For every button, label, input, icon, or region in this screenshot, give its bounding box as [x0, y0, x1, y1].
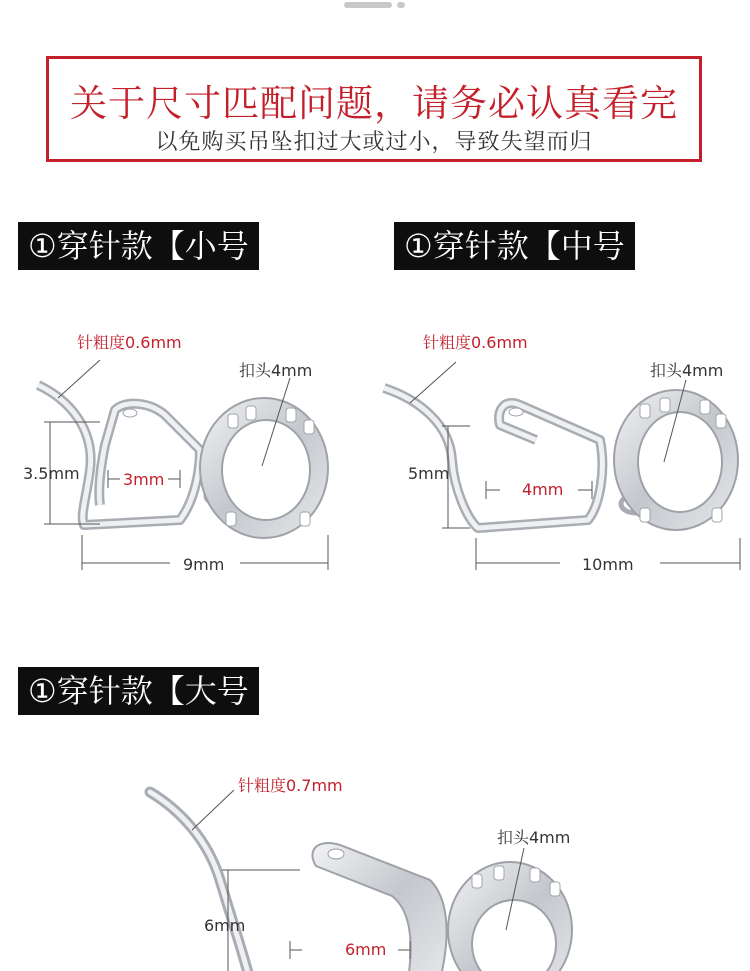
medium-clasp-head: 扣头4mm [650, 361, 724, 380]
large-clasp-head: 扣头4mm [497, 828, 571, 847]
large-inner-width: 6mm [345, 940, 387, 959]
small-inner-width: 3mm [123, 470, 165, 489]
medium-clasp-illustration [384, 388, 738, 530]
small-height: 3.5mm [23, 464, 80, 483]
small-pin-thickness: 针粗度0.6mm [77, 333, 182, 352]
large-height: 6mm [204, 916, 246, 935]
small-clasp-head: 扣头4mm [239, 361, 313, 380]
medium-pin-thickness: 针粗度0.6mm [423, 333, 528, 352]
small-total-length: 9mm [183, 555, 225, 574]
notice-title: 关于尺寸匹配问题，请务必认真看完 [70, 82, 678, 125]
section-label-large: ①穿针款【大号 [18, 667, 259, 715]
medium-total-length: 10mm [582, 555, 634, 574]
section-label-small: ①穿针款【小号 [18, 222, 259, 270]
small-clasp-illustration [38, 385, 328, 538]
notice-subtitle: 以免购买吊坠扣过大或过小，导致失望而归 [155, 130, 593, 155]
medium-inner-width: 4mm [522, 480, 564, 499]
section-label-medium: ①穿针款【中号 [394, 222, 635, 270]
medium-height: 5mm [408, 464, 450, 483]
large-pin-thickness: 针粗度0.7mm [238, 776, 343, 795]
